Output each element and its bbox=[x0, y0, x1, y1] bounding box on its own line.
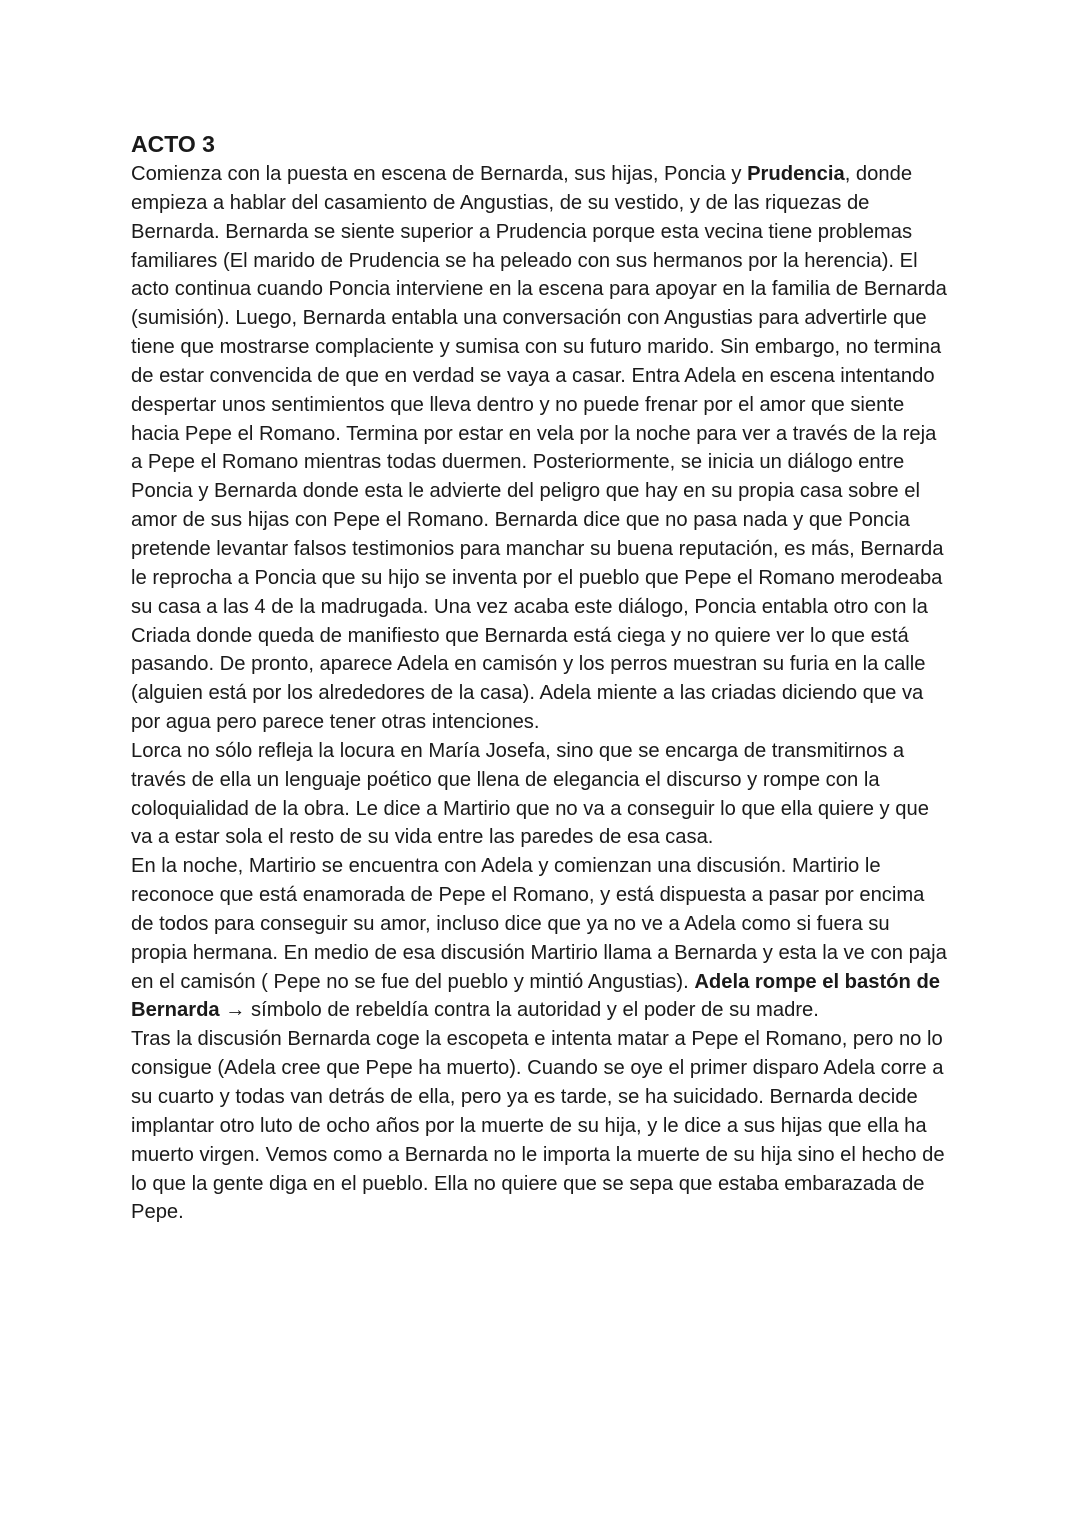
text-run: En la noche, Martirio se encuentra con Adela y comienzan una discusión. Martirio le reconoce que está enamorada de Pepe el Romano, y está dispuesta a pasar por encima de todos para conseguir su amor, incluso dice que ya no ve a Adela como si fuera su propia hermana. En medio de esa discusión Martirio llama a Bernarda y esta la ve con paja en el camisón ( Pepe no se fue del pueblo y mintió Angustias). bbox=[131, 855, 947, 993]
paragraph-3 bbox=[131, 852, 951, 1025]
text-run: → símbolo de rebeldía contra la autoridad y el poder de su madre. bbox=[219, 999, 819, 1022]
section-heading: ACTO 3 bbox=[131, 131, 215, 157]
paragraph-2 bbox=[131, 737, 951, 852]
document-body bbox=[131, 128, 951, 1227]
paragraph-1 bbox=[131, 160, 951, 737]
bold-text-run: Prudencia bbox=[747, 163, 845, 185]
paragraph-4 bbox=[131, 1025, 951, 1227]
text-run: Lorca no sólo refleja la locura en María Josefa, sino que se encarga de transmitirnos a través de ella un lenguaje poético que llena de elegancia el discurso y rompe con la coloquialidad de la obra. Le dice a Martirio que no va a conseguir lo que ella quiere y que va a estar sola el resto de su vida entre las paredes de esa casa. bbox=[131, 739, 929, 849]
text-run: Comienza con la puesta en escena de Bernarda, sus hijas, Poncia y bbox=[131, 163, 748, 185]
text-run: Tras la discusión Bernarda coge la escopeta e intenta matar a Pepe el Romano, pero no lo consigue (Adela cree que Pepe ha muerto). Cuando se oye el primer disparo Adela corre a su cuarto y todas van detrás de ella, pero ya es tarde, se ha suicidado. Bernarda decide implantar otro luto de ocho años por la muerte de su hija, y le dice a sus hijas que ella ha muerto virgen. Vemos como a Bernarda no le importa la muerte de su hija sino el hecho de lo que la gente diga en el pueblo. Ella no quiere que se sepa que estaba embarazada de Pepe. bbox=[131, 1028, 945, 1224]
bold-text-run: Adela rompe el bastón de Bernarda bbox=[131, 970, 941, 1022]
text-run: , donde empieza a hablar del casamiento de Angustias, de su vestido, y de las riquezas de Bernarda. Bernarda se siente superior a Prudencia porque esta vecina tiene problemas familiares (El marido de Prudencia se ha peleado con sus hermanos por la herencia). El acto continua cuando Poncia interviene en la escena para apoyar en la familia de Bernarda (sumisión). Luego, Bernarda entabla una conversación con Angustias para advertirle que tiene que mostrarse complaciente y sumisa con su futuro marido. Sin embargo, no termina de estar convencida de que en verdad se vaya a casar. Entra Adela en escena intentando despertar unos sentimientos que lleva dentro y no puede frenar por el amor que siente hacia Pepe el Romano. Termina por estar en vela por la noche para ver a través de la reja a Pepe el Romano mientras todas duermen. Posteriormente, se inicia un diálogo entre Poncia y Bernarda donde esta le advierte del peligro que hay en su propia casa sobre el amor de sus hijas con Pepe el Romano. Bernarda dice que no pasa nada y que Poncia pretende levantar falsos testimonios para manchar su buena reputación, es más, Bernarda le reprocha a Poncia que su hijo se inventa por el pueblo que Pepe el Romano merodeaba su casa a las 4 de la madrugada. Una vez acaba este diálogo, Poncia entabla otro con la Criada donde queda de manifiesto que Bernarda está ciega y no quiere ver lo que está pasando. De pronto, aparece Adela en camisón y los perros muestran su furia en la calle (alguien está por los alrededores de la casa). Adela miente a las criadas diciendo que va por agua pero parece tener otras intenciones. bbox=[131, 163, 947, 734]
